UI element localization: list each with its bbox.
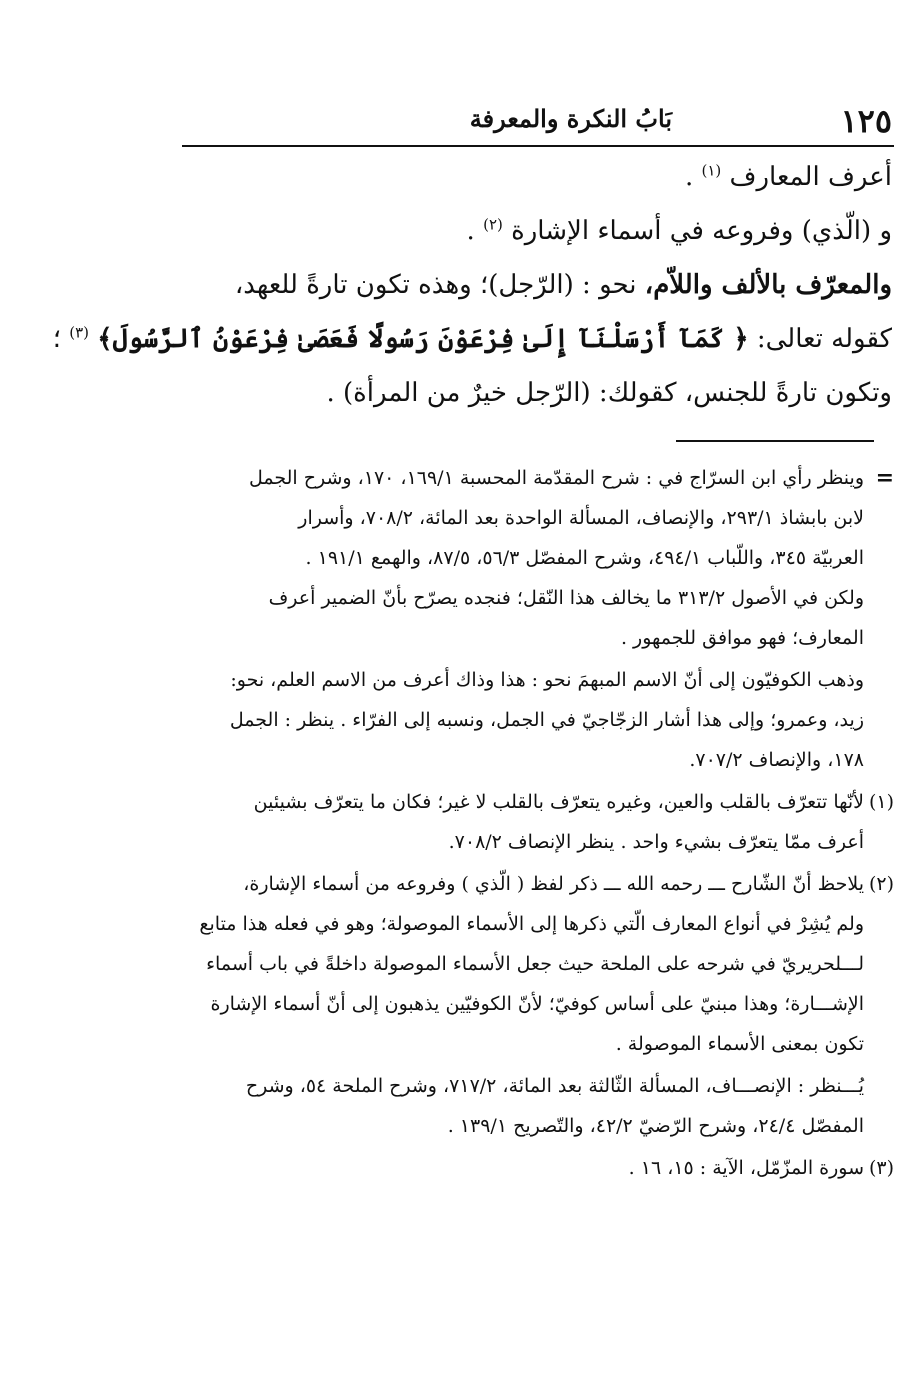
footnote-marker: (٣) [868,1157,894,1179]
footnote-ref-1[interactable]: (١) [701,161,722,180]
quran-verse: ﴿ كَمَآ أَرْسَلْنَآ إِلَىٰ فِرْعَوْنَ رَسُولًا فَعَصَىٰ فِرْعَوْنُ ٱلرَّسُولَ﴾ [97,324,749,354]
footnote-line: المفصّل ٢٤/٤، وشرح الرّضيّ ٤٢/٢، والتّصريح ١٣٩/١ . [447,1115,864,1137]
footnote-body [180,660,864,780]
main-line-1-text: أعرف المعارف [729,162,892,192]
page-number: ١٢٥ [840,102,892,140]
main-line-1-tail: . [684,162,694,192]
footnote-ref-2[interactable]: (٢) [483,215,503,234]
footnote-3 [180,1148,894,1188]
page-header [182,98,892,146]
footnote-line: أعرف ممّا يتعرّف بشيء واحد . ينظر الإنصاف ٧٠٨/٢. [448,831,864,853]
footnote-continued-2 [180,660,894,780]
footnote-line: زيد، وعمرو؛ وإلى هذا أشار الزجّاجيّ في الجمل، ونسبه إلى الفرّاء . ينظر : الجمل [229,709,864,731]
footnote-body [180,1066,864,1146]
footnote-2 [180,864,894,1064]
footnote-1 [180,782,894,862]
footnote-marker: = [875,465,894,491]
footnote-body [180,864,864,1064]
footnote-line: الإشـــارة؛ وهذا مبنيّ على أساس كوفيّ؛ لأنّ الكوفيّين يذهبون إلى أنّ أسماء الإشارة [210,993,864,1015]
main-line-3 [180,258,892,312]
main-line-4-text: كقوله تعالى: [748,324,892,354]
main-line-1 [180,150,892,204]
footnote-line: لابن بابشاذ ٢٩٣/١، والإنصاف، المسألة الواحدة بعد المائة، ٧٠٨/٢، وأسرار [298,507,864,529]
main-line-2-tail: . [466,216,475,246]
footnote-line: لأنّها تتعرّف بالقلب والعين، وغيره يتعرّف بالقلب لا غير؛ فكان ما يتعرّف بشيئين [253,791,864,813]
main-text [52,150,892,420]
running-title: بَابُ النكرة والمعرفة [469,104,672,133]
main-line-2-text: و (الّذي) وفروعه في أسماء الإشارة [511,216,892,246]
footnote-continued [180,458,894,658]
footnote-line: لـــلحريريّ في شرحه على الملحة حيث جعل الأسماء الموصولة داخلةً في باب أسماء [206,953,864,975]
footnote-2-sources [180,1066,894,1146]
main-line-4-tail: ؛ [52,324,61,354]
main-line-5 [180,366,892,420]
footnote-line: تكون بمعنى الأسماء الموصولة . [615,1033,864,1055]
main-line-3-term: والمعرّف بالألف واللاّم، [644,270,892,300]
footnote-marker: (١) [868,791,894,813]
footnotes [180,458,894,1190]
footnote-line: يُـــنظر : الإنصـــاف، المسألة الثّالثة بعد المائة، ٧١٧/٢، وشرح الملحة ٥٤، وشرح [245,1075,864,1097]
header-divider [182,145,894,147]
main-line-4 [52,312,892,366]
footnote-line: سورة المزّمّل، الآية : ١٥، ١٦ . [628,1157,864,1179]
footnote-line: المعارف؛ فهو موافق للجمهور . [620,627,864,649]
footnote-line: ولكن في الأصول ٣١٣/٢ ما يخالف هذا النّقل؛ فنجده يصرّح بأنّ الضمير أعرف [268,587,864,609]
footnote-line: وينظر رأي ابن السرّاج في : شرح المقدّمة المحسبة ١٦٩/١، ١٧٠، وشرح الجمل [249,467,864,489]
footnote-line: العربيّة ٣٤٥، واللّباب ٤٩٤/١، وشرح المفصّل ٥٦/٣، ٨٧/٥، والهمع ١٩١/١ . [305,547,864,569]
footnote-marker: (٢) [868,873,894,895]
footnote-line: ١٧٨، والإنصاف ٧٠٧/٢. [689,749,864,771]
footnote-body [180,458,864,658]
footnote-body [180,782,864,862]
footnote-line: يلاحظ أنّ الشّارح ـــ رحمه الله ـــ ذكر لفظ ( الّذي ) وفروعه من أسماء الإشارة، [243,873,864,895]
footnote-line: وذهب الكوفيّون إلى أنّ الاسم المبهمَ نحو : هذا وذاك أعرف من الاسم العلم، نحو: [230,669,864,691]
footnote-ref-3[interactable]: (٣) [69,323,89,342]
footnote-divider [676,440,874,442]
main-line-5-text: وتكون تارةً للجنس، كقولك: (الرّجل خيرٌ من المرأة) . [326,378,892,408]
main-line-3-text: نحو : (الرّجل)؛ وهذه تكون تارةً للعهد، [234,270,637,300]
footnote-line: ولم يُشِرْ في أنواع المعارف الّتي ذكرها إلى الأسماء الموصولة؛ وهو في فعله هذا متابع [199,913,864,935]
footnote-body [180,1148,864,1188]
main-line-2 [180,204,892,258]
